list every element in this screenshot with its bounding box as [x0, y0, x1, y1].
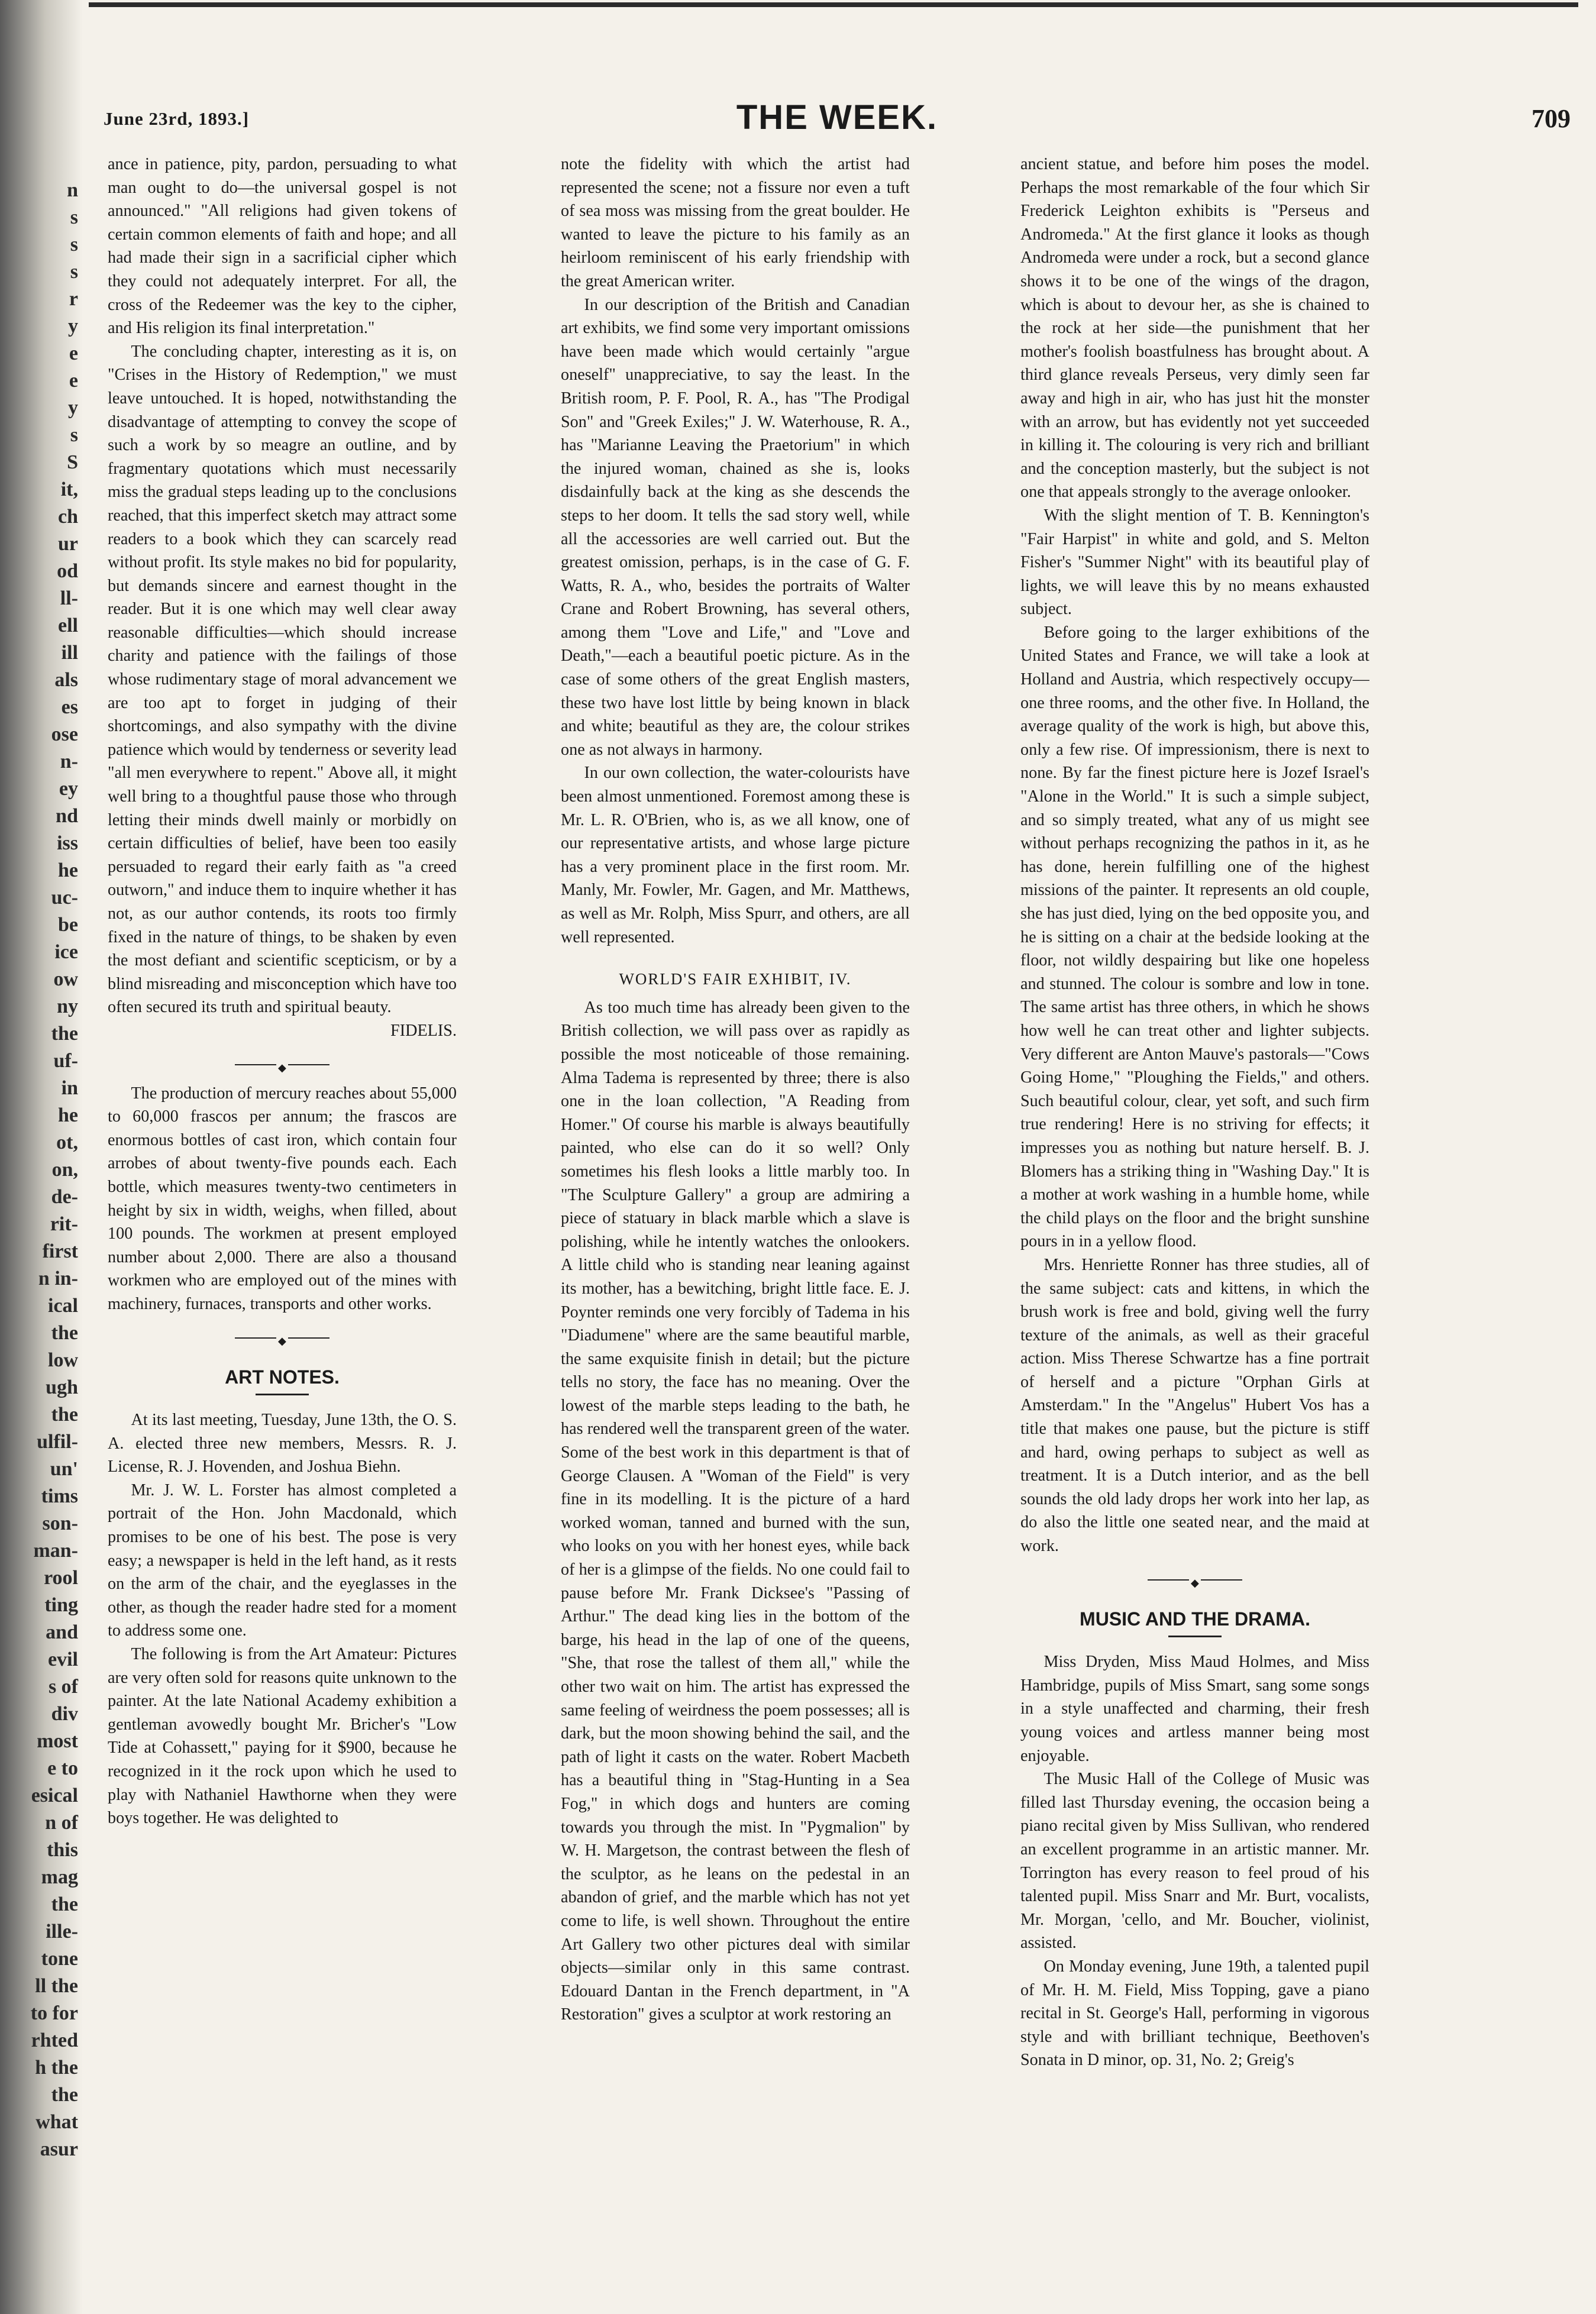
gutter-text-fragment: rit- — [50, 1213, 78, 1235]
paragraph: ancient statue, and before him poses the model. Perhaps the most remarkable of the four which Sir Frederick Leighton exhibits is "Perseus and Andromeda." At the first glance it looks as though Andromeda were under a rock, but a second glance shows it to be one of the wings of the dragon, which is about to devour her, as she is chained to the rock at her side—the punishment that her mother's foolish boastfulness has brought about. A third glance reveals Perseus, very dimly seen far away and high in air, who has just hit the monster with an arrow, but has evidently not yet succeeded in killing it. The colouring is very rich and brilliant and the conception masterly, but the subject is not one that appeals strongly to the average onlooker. — [1020, 155, 1369, 502]
gutter-text-fragment: ugh — [46, 1376, 78, 1398]
gutter-text-fragment: esical — [31, 1785, 78, 1806]
gutter-text-fragment: e — [69, 342, 78, 364]
column-3 — [1020, 153, 1369, 2294]
gutter-text-fragment: ur — [58, 533, 78, 555]
gutter-text-fragment: in — [61, 1077, 78, 1099]
gutter-text-fragment: div — [51, 1703, 78, 1725]
gutter-text-fragment: r — [69, 288, 78, 310]
section-ornament — [1148, 1576, 1242, 1584]
gutter-text-fragment: what — [35, 2111, 78, 2133]
gutter-text-fragment: ch — [58, 506, 78, 528]
gutter-text-fragment: evil — [48, 1649, 78, 1670]
gutter-text-fragment: als — [54, 669, 78, 691]
page-number: 709 — [1532, 104, 1571, 133]
gutter-text-fragment: h the — [35, 2057, 78, 2079]
top-rule — [89, 2, 1578, 7]
gutter-text-fragment: un' — [50, 1458, 78, 1480]
gutter-text-fragment: to for — [30, 2002, 78, 2024]
heading-rule — [1168, 1636, 1222, 1637]
gutter-text-fragment: n- — [60, 751, 78, 773]
gutter-text-fragment: ll the — [35, 1975, 78, 1997]
issue-date: June 23rd, 1893.] — [104, 108, 250, 129]
gutter-text-fragment: low — [48, 1349, 78, 1371]
paragraph: Mrs. Henriette Ronner has three studies, all of the same subject: cats and kittens, in which the brush work is free and bold, giving well the furry texture of the animals, as well as their graceful action. Miss Therese Schwartze has a fine portrait of herself and a picture "Orphan Girls at Amsterdam." In the "Angelus" Hubert Vos has a title that makes one pause, but the picture is stiff and hard, owing perhaps to subject as well as treatment. It is a Dutch interior, and as the bell sounds the old lady drops her work into her lap, as do also the little one seated near, and the maid at work. — [1020, 1255, 1369, 1556]
gutter-text-fragment: iss — [57, 832, 78, 854]
gutter-text-fragment: first — [42, 1240, 78, 1262]
gutter-text-fragment: y — [68, 315, 78, 337]
section-ornament — [235, 1334, 329, 1342]
gutter-text-fragment: it, — [60, 479, 78, 500]
gutter-text-fragment: and — [46, 1621, 78, 1643]
gutter-text-fragment: e — [69, 370, 78, 392]
paragraph: The concluding chapter, interesting as it is, on "Crises in the History of Redemption," we must leave untouched. It is hoped, notwithstanding the disadvantage of attempting to convey the scope of such a work by so meagre an outline, and by fragmentary quotations which must necessarily miss the gradual steps leading up to the conclusions reached, that this imperfect sketch may attract some readers to a book which they can scarcely read without profit. Its style makes no bid for popularity, but demands sincere and earnest thought in the reader. But it is one which may well clear away reasonable difficulties—which should increase charity and patience with the failings of those whose rudimentary stage of moral advancement we are too apt to forget in judging of their shortcomings, and also sympathy with the divine patience which would by tenderness or severity lead "all men everywhere to repent." Above all, it might well bring to a thoughtful pause those who through letting their minds dwell mainly or morbidly on certain difficulties of belief, have been too easily persuaded to regard their early faith as "a creed outworn," and induce them to inquire whether it has not, as our author contends, its roots too firmly fixed in the nature of things, to be shaken by even the most defiant and scientific scepticism, or by a blind misreading and misconception which have too often secured its truth and spiritual beauty. — [108, 342, 457, 1017]
paragraph: Mr. J. W. L. Forster has almost completed a portrait of the Hon. John Macdonald, which promises to be one of his best. The pose is very easy; a newspaper is held in the left hand, as it rests on the arm of the chair, and the eyeglasses in the other, as though the reader hadre sted for a moment to address some one. — [108, 1481, 457, 1640]
gutter-text-fragment: he — [58, 859, 78, 881]
gutter-text-fragment: tone — [41, 1948, 78, 1970]
gutter-text-fragment: ical — [48, 1295, 78, 1317]
gutter-text-fragment: most — [37, 1730, 78, 1752]
gutter-text-fragment: s — [70, 261, 78, 283]
gutter-text-fragment: ot, — [56, 1132, 78, 1153]
paragraph: In our own collection, the water-colourists have been almost unmentioned. Foremost among these is Mr. L. R. O'Brien, who is, as we all know, one of our representative artists, and whose large picture has a very prominent place in the first room. Mr. Manly, Mr. Fowler, Mr. Gagen, and Mr. Matthews, as well as Mr. Rolph, Miss Spurr, and others, are all well represented. — [561, 764, 910, 946]
section-heading-art-notes: ART NOTES. — [225, 1366, 340, 1388]
column-1 — [108, 153, 457, 2294]
gutter-text-fragment: es — [61, 696, 78, 718]
page-header — [104, 98, 1571, 139]
gutter-text-fragment: uf- — [53, 1050, 78, 1072]
gutter-text-fragment: y — [68, 397, 78, 419]
paragraph: note the fidelity with which the artist had represented the scene; not a fissure nor even a tuft of sea moss was missing from the great boulder. He wanted to leave the picture to his family as an heirloom reminiscent of his early friendship with the great American writer. — [561, 155, 910, 290]
section-ornament — [235, 1061, 329, 1069]
publication-title: THE WEEK. — [736, 98, 938, 137]
gutter-text-fragment: e to — [47, 1757, 78, 1779]
gutter-text-fragment: n in- — [38, 1268, 78, 1289]
paragraph: ance in patience, pity, pardon, persuading to what man ought to do—the universal gospel is not announced." "All religions had given tokens of certain common elements of faith and hope; and all had made their sign in a sacrificial cipher which they could not adequately interpret. For all, the cross of the Redeemer was the key to the cipher, and His religion its final interpretation." — [108, 155, 457, 338]
gutter-text-fragment: ting — [44, 1594, 78, 1616]
gutter-text-fragment: son- — [42, 1512, 78, 1534]
paragraph: Miss Dryden, Miss Maud Holmes, and Miss Hambridge, pupils of Miss Smart, sang some songs in a style unaffected and charming, their fresh young voices and artless manner being most enjoyable. — [1020, 1653, 1369, 1765]
column-2 — [561, 153, 910, 2294]
gutter-text-fragment: on, — [51, 1159, 78, 1181]
adjacent-page-gutter — [0, 0, 83, 2314]
gutter-text-fragment: nd — [56, 805, 78, 827]
paragraph: The following is from the Art Amateur: Pictures are very often sold for reasons quite unknown to the painter. At the late National Academy exhibition a gentleman avowedly bought Mr. Bricher's "Low Tide at Cohassett," paying for it $900, because he recognized in it the rock upon which he used to play with Nathaniel Hawthorne when they were boys together. He was delighted to — [108, 1645, 457, 1828]
gutter-text-fragment: ice — [54, 941, 78, 963]
gutter-text-fragment: the — [51, 1893, 78, 1915]
gutter-text-fragment: s of — [48, 1676, 78, 1698]
gutter-text-fragment: od — [57, 560, 78, 582]
paragraph: As too much time has already been given to the British collection, we will pass over as rapidly as possible the most noticeable of those remaining. Alma Tadema is represented by three; there is also one in the loan collection, "A Reading from Homer." Of course his marble is always beautifully painted, who else can do it so well? Only sometimes his flesh looks a little marbly too. In "The Sculpture Gallery" a group are admiring a piece of statuary in black marble which a slave is polishing, while he intently watches the onlookers. A little child who is standing near leaning against its mother, has a bewitching, bright little face. E. J. Poynter reminds one very forcibly of Tadema in his "Diadumene" where are the same beautiful marble, the same exquisite finish in detail; but the picture tells no story, the face has no meaning. Over the lowest of the marble steps leading to the bath, he has rendered well the transparent green of the water. Some of the best work in this department is that of George Clausen. A "Woman of the Field" is very fine in its modelling. It is the picture of a hard worked woman, tanned and burned with the sun, who looks on you with her honest eyes, while back of her is a glimpse of the fields. No one could fail to pause before Mr. Frank Dicksee's "Passing of Arthur." The dead king lies in the bottom of the barge, his head in the lap of one of the queens, "She, that rose the tallest of them all," while the other two wait on him. The artist has expressed the same feeling of weirdness the poem possesses; all is dark, but the moon showing behind the sail, and the path of light it casts on the water. Robert Macbeth has a beautiful thing in "Stag-Hunting in a Sea Fog," in which dogs and hunters are coming towards you through the mist. In "Pygmalion" by W. H. Margetson, the contrast between the flesh of the sculptor, as he leans on the pedestal in an abandon of grief, and the marble which has not yet come to life, is well shown. Throughout the entire Art Gallery two other pictures deal with similar objects—similar only in this same contrast. Edouard Dantan in the French department, in "A Restoration" gives a sculptor at work restoring an — [561, 998, 910, 2024]
gutter-text-fragment: the — [51, 1322, 78, 1344]
gutter-text-fragment: he — [58, 1104, 78, 1126]
gutter-text-fragment: ey — [59, 778, 78, 800]
paragraph: The production of mercury reaches about 55,000 to 60,000 frascos per annum; the frascos are enormous bottles of cast iron, which contain four arrobes of about twenty-five pounds each. Each bottle, which measures twenty-two centimeters in height by six in width, weighs, when filled, about 100 pounds. The workmen at present employed number about 2,000. There are also a thousand workmen who are employed out of the mines with machinery, furnaces, transports and other works. — [108, 1084, 457, 1313]
gutter-text-fragment: this — [47, 1839, 78, 1861]
gutter-text-fragment: asur — [40, 2138, 78, 2160]
gutter-text-fragment: s — [70, 424, 78, 446]
paragraph: On Monday evening, June 19th, a talented pupil of Mr. H. M. Field, Miss Topping, gave a piano recital in St. George's Hall, performing in vigorous style and with brilliant technique, Beethoven's Sonata in D minor, op. 31, No. 2; Greig's — [1020, 1957, 1369, 2070]
gutter-text-fragment: ulfil- — [37, 1431, 78, 1453]
gutter-text-fragment: the — [51, 2084, 78, 2106]
gutter-text-fragment: the — [51, 1404, 78, 1426]
gutter-text-fragment: ose — [51, 723, 78, 745]
gutter-text-fragment: s — [70, 234, 78, 256]
gutter-text-fragment: de- — [51, 1186, 78, 1208]
paragraph: In our description of the British and Canadian art exhibits, we find some very important omissions have been made which would certainly "argue oneself" unappreciative, to say the least. In the British room, P. F. Pool, R. A., has "The Prodigal Son" and "Greek Exiles;" J. W. Waterhouse, R. A., has "Marianne Leaving the Praetorium" in which the injured woman, chained as she is, looks disdainfully back at the king as she descends the steps to her doom. It tells the sad story well, while all the accessories are well carried out. But the greatest omission, perhaps, is in the case of G. F. Watts, R. A., who, besides the portraits of Walter Crane and Robert Browning, has several others, among them "Love and Life," and "Love and Death,"—each a beautiful poetic picture. As in the case of some others of the great English masters, these two have lost little by being known in black and white; beautiful as they are, the colour strikes one as not always in harmony. — [561, 295, 910, 759]
author-signature: FIDELIS. — [390, 1021, 457, 1040]
gutter-text-fragment: rool — [44, 1567, 78, 1589]
gutter-text-fragment: tims — [41, 1485, 78, 1507]
gutter-text-fragment: S — [67, 451, 78, 473]
section-heading-worlds-fair: WORLD'S FAIR EXHIBIT, IV. — [619, 970, 852, 988]
gutter-text-fragment: ny — [57, 996, 78, 1017]
gutter-text-fragment: mag — [41, 1866, 78, 1888]
heading-rule — [256, 1394, 309, 1395]
paragraph: At its last meeting, Tuesday, June 13th, the O. S. A. elected three new members, Messrs. R. J. License, R. J. Hovenden, and Joshua Biehn. — [108, 1411, 457, 1476]
paragraph: Before going to the larger exhibitions of the United States and France, we will take a look at Holland and Austria, which respectively occupy—one three rooms, and the other five. In Holland, the average quality of the work is high, but above this, only a few rise. Of impressionism, there is next to none. By far the finest picture here is Jozef Israel's "Alone in the World." It is such a simple subject, and so simply treated, what any of us might see without perhaps recognizing the pathos in it, as he has done, herein fulfilling one of the highest missions of the painter. It represents an old couple, she has just died, lying on the bed opposite you, and he is sitting on a chair at the bedside looking at the floor, not wildly despairing but like one hopeless and stunned. The colour is sombre and low in tone. The same artist has three others, in which he shows how well he can treat other and lighter subjects. Very different are Anton Mauve's pastorals—"Cows Going Home," "Ploughing the Fields," and others. Such beautiful colour, clear, yet soft, and such firm true rendering! Here is no striving for effects; it impresses you as nothing but nature herself. B. J. Blomers has a striking thing in "Washing Day." It is a mother at work washing in a humble home, while the child plays on the floor and the bright sunshine pours in in a yellow flood. — [1020, 623, 1369, 1251]
gutter-text-fragment: ell — [58, 615, 78, 636]
gutter-text-fragment: n of — [45, 1812, 78, 1834]
paragraph: The Music Hall of the College of Music was filled last Thursday evening, the occasion being a piano recital given by Miss Sullivan, who rendered an excellent programme in an artistic manner. Mr. Torrington has every reason to feel proud of his talented pupil. Miss Snarr and Mr. Burt, vocalists, Mr. Morgan, 'cello, and Mr. Boucher, violinist, assisted. — [1020, 1770, 1369, 1953]
gutter-text-fragment: ow — [53, 968, 78, 990]
gutter-text-fragment: ill — [61, 642, 78, 664]
gutter-text-fragment: man- — [33, 1540, 78, 1562]
paragraph: With the slight mention of T. B. Kennington's "Fair Harpist" in white and gold, and S. Melton Fisher's "Summer Night" with its beautiful play of lights, we will leave this by no means exhausted subject. — [1020, 506, 1369, 619]
gutter-text-fragment: uc- — [51, 887, 78, 909]
gutter-text-fragment: rhted — [31, 2029, 78, 2051]
gutter-text-fragment: ll- — [60, 587, 78, 609]
section-heading-music-drama: MUSIC AND THE DRAMA. — [1080, 1608, 1310, 1630]
gutter-text-fragment: n — [67, 179, 78, 201]
gutter-text-fragment: ille- — [46, 1921, 78, 1943]
gutter-text-fragment: the — [51, 1023, 78, 1045]
gutter-text-fragment: s — [70, 206, 78, 228]
gutter-text-fragment: be — [58, 914, 78, 936]
